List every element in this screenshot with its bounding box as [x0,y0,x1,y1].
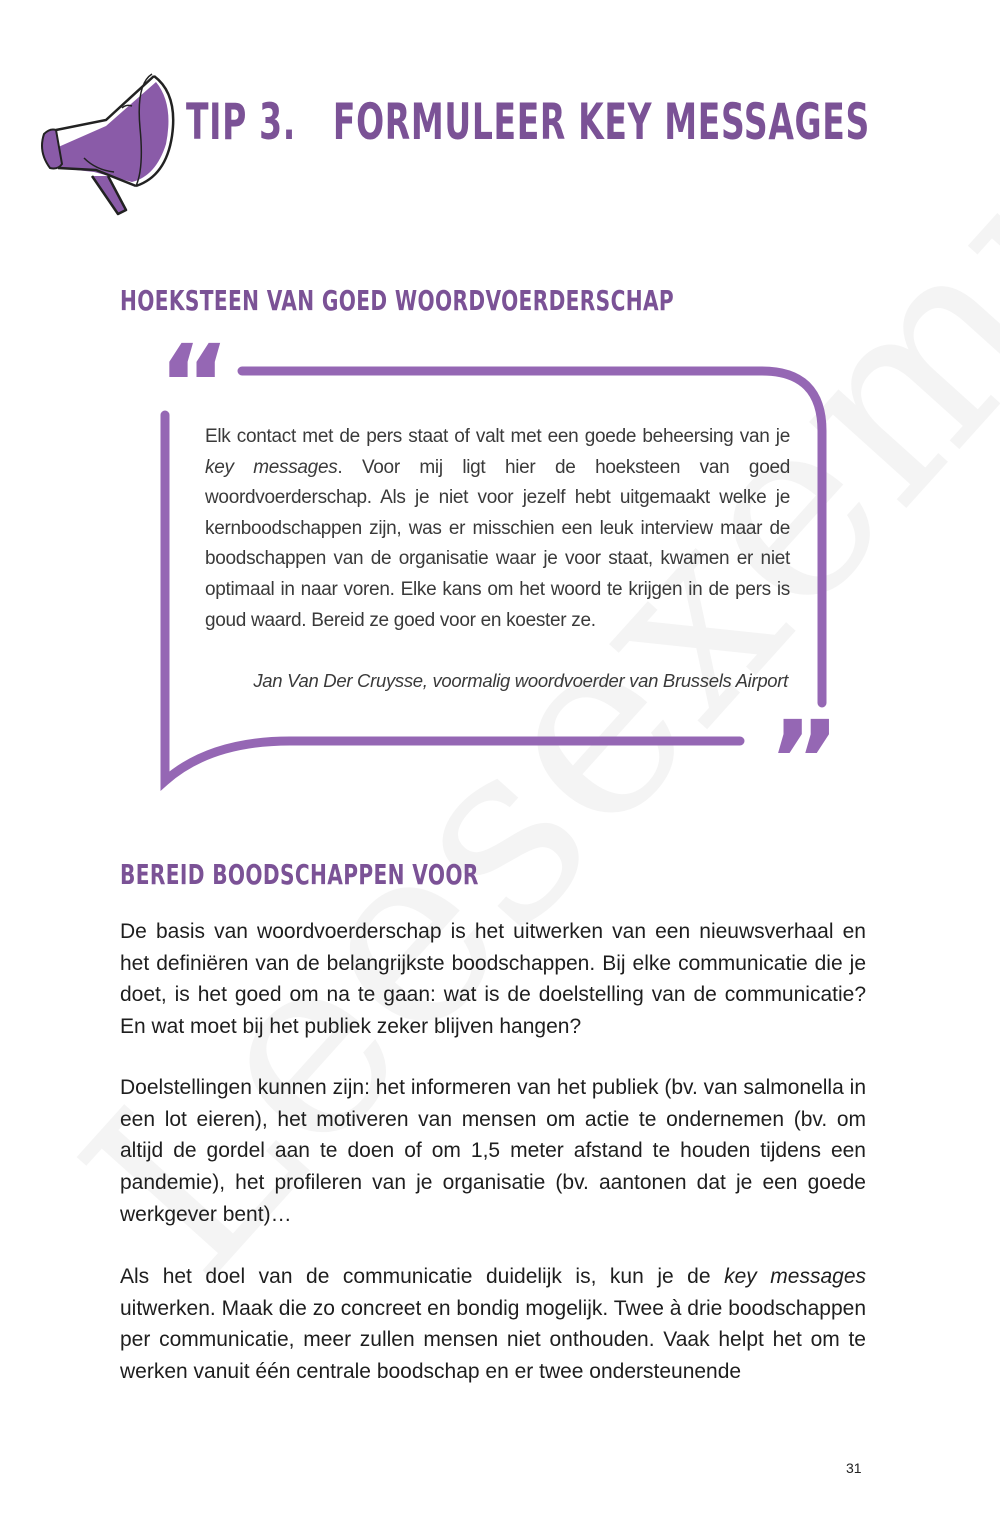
quote-text-part2: . Voor mij ligt hier de hoeksteen van goed woordvoerderschap. Als je niet voor jezelf hebt uitgemaakt welke je kernboodschappen zijn, was er misschien een leuk interview maar de boodschappen van de organisatie waar je voor staat, kwamen er niet optimaal in naar voren. Elke kans om het woord te krijgen in de pers is goud waard. Bereid ze goed voor en koester ze. [205,456,790,631]
section-heading-cornerstone: HOEKSTEEN VAN GOED WOORDVOERDERSCHAP [120,284,675,317]
body-paragraph-3-part1: Als het doel van de communicatie duidelijk is, kun je de [120,1265,725,1288]
close-quote-mark: ” [768,697,840,795]
tip-title-text: FORMULEER KEY MESSAGES [332,93,870,151]
tip-number: TIP 3. [186,93,296,151]
section-heading-prepare: BEREID BOODSCHAPPEN VOOR [120,858,479,891]
page-number: 31 [846,1460,862,1476]
body-key-messages: key messages [724,1265,866,1288]
quote-text [205,422,790,636]
megaphone-icon [36,64,176,224]
page-title [186,90,870,154]
quote-text-part1: Elk contact met de pers staat of valt met een goede beheersing van je [205,426,790,447]
quote-key-messages: key messages [205,456,338,478]
open-quote-mark: “ [158,335,231,449]
quote-author: Jan Van Der Cruysse, voormalig woordvoerder van Brussels Airport [253,670,788,691]
body-paragraph-3 [120,1261,866,1388]
body-paragraph-2: Doelstellingen kunnen zijn: het informeren van het publiek (bv. van salmonella in een lot eieren), het motiveren van mensen om actie te ondernemen (bv. om altijd de gordel aan te doen of om 1,5 meter afstand te houden tijdens een pandemie), het profileren van je organisatie (bv. aantonen dat je een goede werkgever bent)… [120,1076,866,1226]
body-paragraph-1: De basis van woordvoerderschap is het uitwerken van een nieuwsverhaal en het definiëren van de belangrijkste boodschappen. Bij elke communicatie die je doet, is het goed om na te gaan: wat is de doelstelling van de communicatie? En wat moet bij het publiek zeker blijven hangen? [120,920,866,1039]
body-paragraph-3-part2: uitwerken. Maak die zo concreet en bondig mogelijk. Twee à drie boodschappen per communicatie, meer zullen mensen niet onthouden. Vaak helpt het om te werken vanuit één centrale boodschap en er twee ondersteunende [120,1296,866,1384]
